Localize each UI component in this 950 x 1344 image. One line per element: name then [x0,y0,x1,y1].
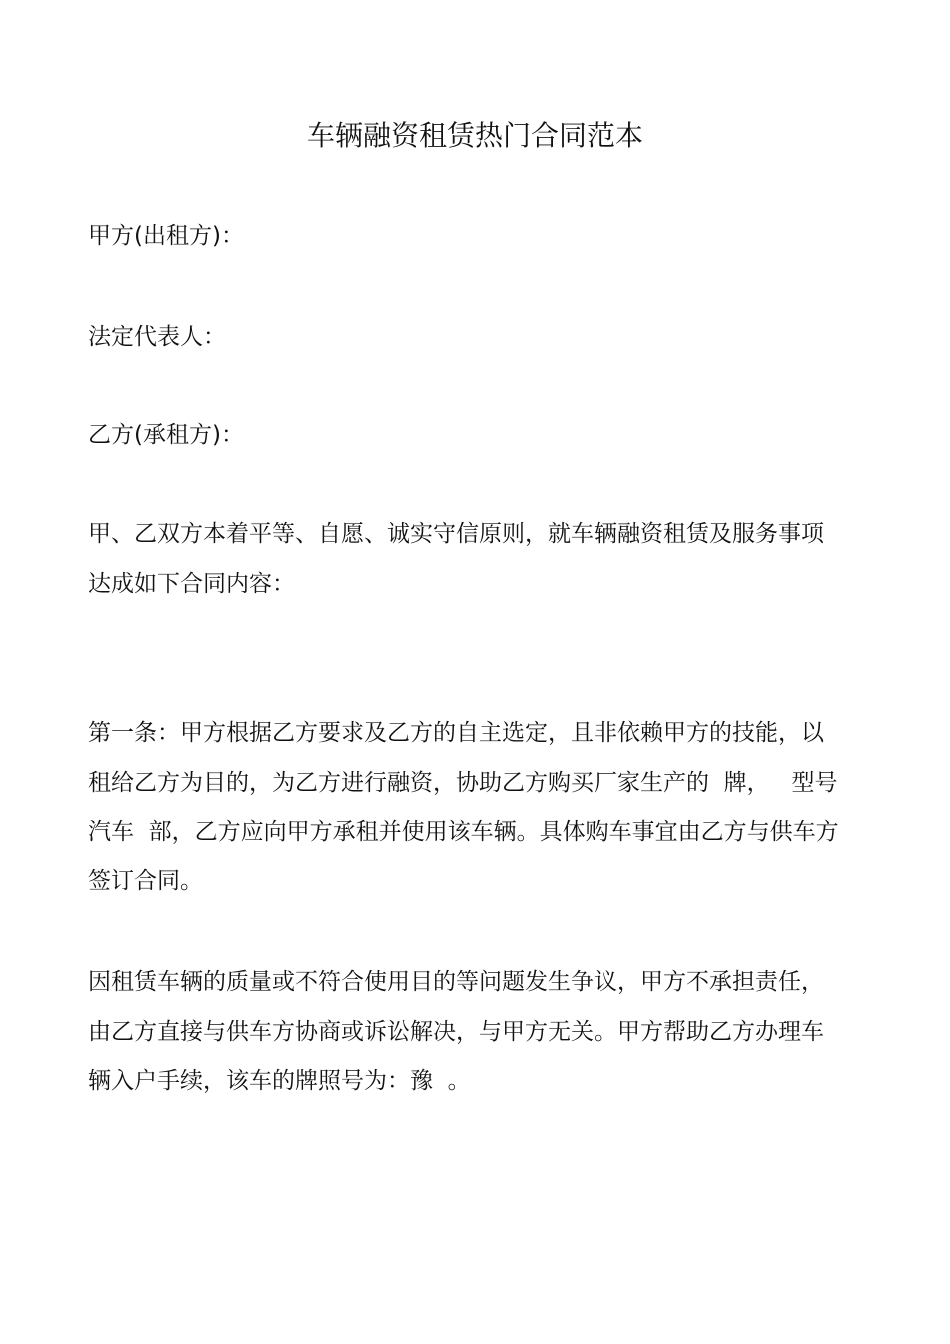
intro-line: 甲、乙双方本着平等、自愿、诚实守信原则，就车辆融资租赁及服务事项 [88,521,824,547]
paragraph2-line: 辆入户手续，该车的牌照号为：豫 。 [88,1068,471,1094]
paragraph2-line: 由乙方直接与供车方协商或诉讼解决，与甲方无关。甲方帮助乙方办理车 [88,1019,824,1045]
article1-line: 第一条：甲方根据乙方要求及乙方的自主选定，且非依赖甲方的技能，以 [88,720,824,746]
legal-representative-label: 法定代表人： [88,324,226,350]
party-a-label: 甲方(出租方)： [88,223,244,249]
paragraph2-line: 因租赁车辆的质量或不符合使用目的等问题发生争议，甲方不承担责任， [88,969,824,995]
article1-line: 汽车 部，乙方应向甲方承租并使用该车辆。具体购车事宜由乙方与供车方 [88,819,839,845]
article1-line: 签订合同。 [88,868,203,894]
article1-line: 租给乙方为目的，为乙方进行融资，协助乙方购买厂家生产的 牌， 型号 [88,770,838,796]
document-title: 车辆融资租赁热门合同范本 [306,119,643,152]
party-b-label: 乙方(承租方)： [88,422,244,448]
intro-line: 达成如下合同内容： [88,571,295,597]
